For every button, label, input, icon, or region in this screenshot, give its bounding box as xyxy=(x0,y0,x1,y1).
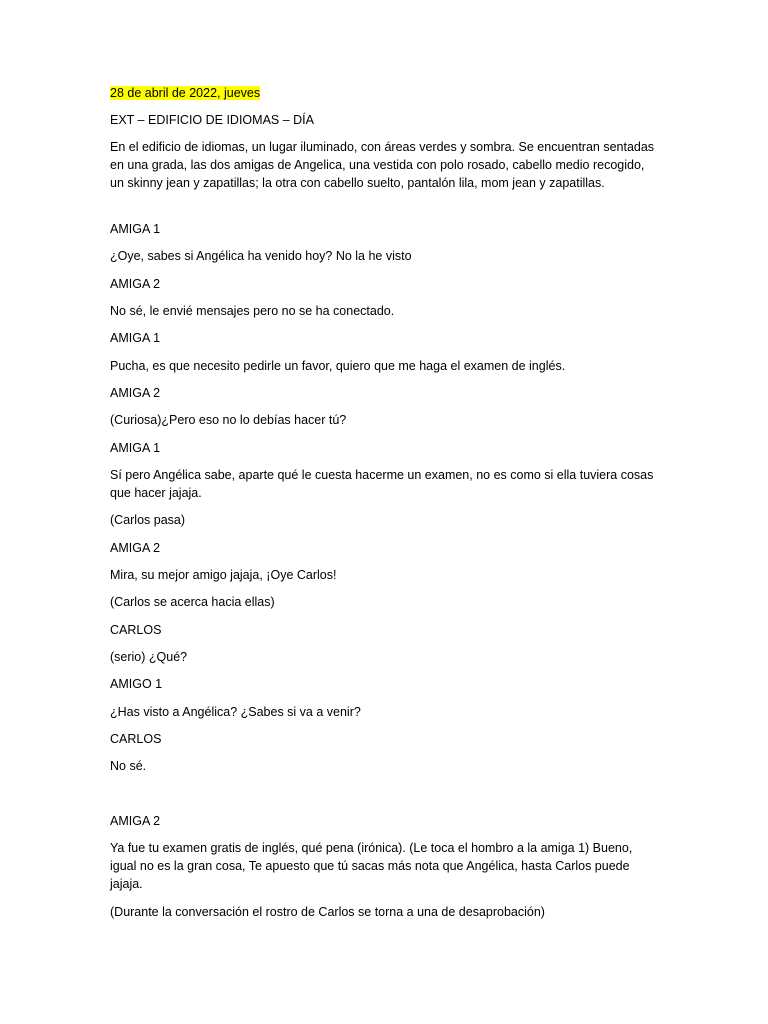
dialogue-line: No sé, le envié mensajes pero no se ha conectado. xyxy=(110,304,395,318)
character-name: AMIGA 1 xyxy=(110,222,161,236)
dialogue-line: Pucha, es que necesito pedirle un favor, quiero que me haga el examen de inglés. xyxy=(110,359,566,373)
dialogue-line: (Curiosa)¿Pero eso no lo debías hacer tú? xyxy=(110,413,347,427)
character-name: AMIGA 2 xyxy=(110,386,161,400)
dialogue-line: No sé. xyxy=(110,759,147,773)
character-name: AMIGA 2 xyxy=(110,814,161,828)
dialogue-line: (serio) ¿Qué? xyxy=(110,650,188,664)
stage-direction: (Carlos pasa) xyxy=(110,513,186,527)
character-name: AMIGO 1 xyxy=(110,677,163,691)
character-name: CARLOS xyxy=(110,623,162,637)
character-name: AMIGA 2 xyxy=(110,277,161,291)
dialogue-line: Sí pero Angélica sabe, aparte qué le cuesta hacerme un examen, no es como si ella tuviera cosas que hacer jajaja. xyxy=(110,468,654,500)
scene-description: En el edificio de idiomas, un lugar iluminado, con áreas verdes y sombra. Se encuentran sentadas en una grada, las dos amigas de Angelica, una vestida con polo rosado, cabello medio recogido, un skinny jean y zapatillas; la otra con cabello suelto, pantalón lila, mom jean y zapatillas. xyxy=(110,140,655,190)
dialogue-line: ¿Oye, sabes si Angélica ha venido hoy? No la he visto xyxy=(110,249,412,263)
stage-direction: (Durante la conversación el rostro de Carlos se torna a una de desaprobación) xyxy=(110,905,545,919)
character-name: AMIGA 2 xyxy=(110,541,161,555)
stage-direction: (Carlos se acerca hacia ellas) xyxy=(110,595,275,609)
dialogue-line: Ya fue tu examen gratis de inglés, qué pena (irónica). (Le toca el hombro a la amiga 1) Bueno, igual no es la gran cosa, Te apuesto que tú sacas más nota que Angélica, hasta Carlos puede jajaja. xyxy=(110,841,633,891)
character-name: AMIGA 1 xyxy=(110,441,161,455)
scene-heading: EXT – EDIFICIO DE IDIOMAS – DÍA xyxy=(110,113,314,127)
date-line xyxy=(110,84,658,102)
character-name: AMIGA 1 xyxy=(110,331,161,345)
dialogue-line: ¿Has visto a Angélica? ¿Sabes si va a venir? xyxy=(110,705,361,719)
date-highlight: 28 de abril de 2022, jueves xyxy=(110,86,261,100)
character-name: CARLOS xyxy=(110,732,162,746)
dialogue-line: Mira, su mejor amigo jajaja, ¡Oye Carlos! xyxy=(110,568,337,582)
